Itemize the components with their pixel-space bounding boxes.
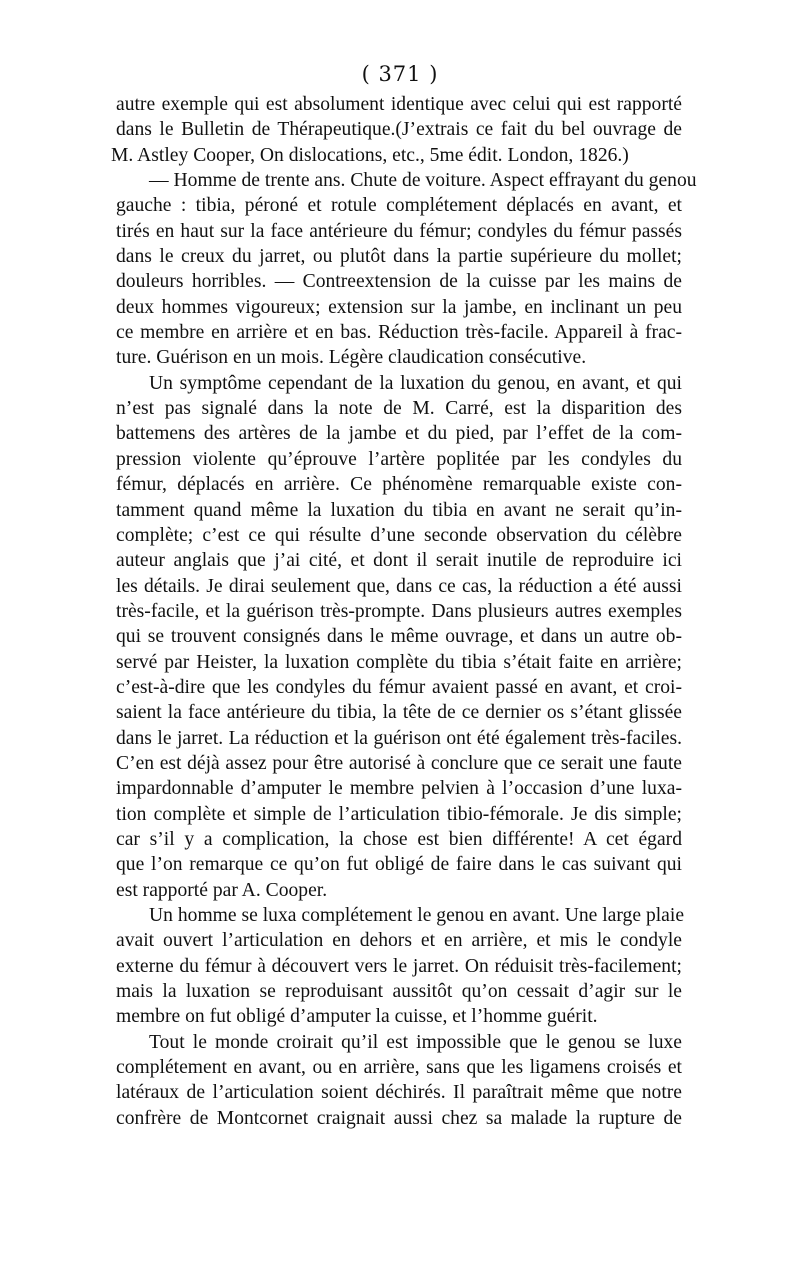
text-line: Tout le monde croirait qu’il est impossible que le genou se luxe bbox=[149, 1031, 682, 1053]
text-line: qui se trouvent consignés dans le même ouvrage, et dans un autre ob- bbox=[116, 626, 682, 648]
text-line: Un homme se luxa complétement le genou en avant. Une large plaie bbox=[149, 905, 685, 926]
text-line: ce membre en arrière et en bas. Réduction très-facile. Appareil à frac- bbox=[116, 322, 682, 344]
text-line: battemens des artères de la jambe et du pied, par l’effet de la com- bbox=[116, 423, 682, 445]
text-line: car s’il y a complication, la chose est bien différente! A cet égard bbox=[116, 828, 682, 850]
text-line: — Homme de trente ans. Chute de voiture. Aspect effrayant du genou bbox=[149, 170, 697, 192]
text-line: confrère de Montcornet craignait aussi chez sa malade la rupture de bbox=[116, 1107, 682, 1129]
text-line: est rapporté par A. Cooper. bbox=[116, 879, 328, 901]
text-line: fémur, déplacés en arrière. Ce phénomène remarquable existe con- bbox=[116, 474, 682, 496]
text-line: que l’on remarque ce qu’on fut obligé de faire dans le cas suivant qui bbox=[116, 854, 682, 876]
text-line: avait ouvert l’articulation en dehors et en arrière, et mis le condyle bbox=[116, 930, 682, 952]
text-line: gauche : tibia, péroné et rotule complétement déplacés en avant, et bbox=[116, 195, 682, 217]
text-line: dans le jarret. La réduction et la guérison ont été également très-faciles. bbox=[116, 727, 682, 749]
text-line: latéraux de l’articulation soient déchirés. Il paraîtrait même que notre bbox=[116, 1082, 682, 1104]
text-line: mais la luxation se reproduisant aussitôt qu’on cessait d’agir sur le bbox=[116, 981, 682, 1003]
text-line: tamment quand même la luxation du tibia en avant ne serait qu’in- bbox=[116, 499, 682, 521]
text-line: externe du fémur à découvert vers le jarret. On réduisit très-facilement; bbox=[116, 955, 682, 977]
text-line: M. Astley Cooper, On dislocations, etc., 5me édit. London, 1826.) bbox=[111, 144, 629, 166]
text-line: saient la face antérieure du tibia, la tête de ce dernier os s’étant glissée bbox=[116, 702, 682, 724]
text-line: les détails. Je dirai seulement que, dans ce cas, la réduction a été aussi bbox=[116, 575, 682, 597]
text-line: tion complète et simple de l’articulation tibio-fémorale. Je dis simple; bbox=[116, 803, 682, 825]
text-line: douleurs horribles. — Contreextension de la cuisse par les mains de bbox=[116, 271, 682, 293]
text-line: ture. Guérison en un mois. Légère claudication consécutive. bbox=[116, 347, 587, 369]
text-line: complétement en avant, ou en arrière, sans que les ligamens croisés et bbox=[116, 1057, 682, 1079]
text-line: c’est-à-dire que les condyles du fémur avaient passé en avant, et croi- bbox=[116, 676, 682, 698]
text-line: impardonnable d’amputer le membre pelvien à l’occasion d’une luxa- bbox=[116, 778, 682, 800]
text-line: dans le creux du jarret, ou plutôt dans la partie supérieure du mollet; bbox=[116, 246, 682, 268]
text-line: dans le Bulletin de Thérapeutique.(J’extrais ce fait du bel ouvrage de bbox=[116, 119, 682, 141]
text-line: complète; c’est ce qui résulte d’une seconde observation du célèbre bbox=[116, 524, 682, 546]
text-line: autre exemple qui est absolument identique avec celui qui est rapporté bbox=[116, 94, 682, 115]
text-line: C’en est déjà assez pour être autorisé à conclure que ce serait une faute bbox=[116, 752, 682, 774]
text-line: pression violente qu’éprouve l’artère poplitée par les condyles du bbox=[116, 448, 682, 470]
text-line: membre on fut obligé d’amputer la cuisse, et l’homme guérit. bbox=[116, 1006, 598, 1028]
text-line: n’est pas signalé dans la note de M. Carré, est la disparition des bbox=[116, 398, 682, 420]
text-line: Un symptôme cependant de la luxation du genou, en avant, et qui bbox=[149, 372, 682, 394]
text-line: très-facile, et la guérison très-prompte. Dans plusieurs autres exemples bbox=[116, 600, 682, 622]
page-number: ( 371 ) bbox=[361, 62, 439, 86]
text-line: tirés en haut sur la face antérieure du fémur; condyles du fémur passés bbox=[116, 220, 682, 242]
body-text bbox=[111, 92, 697, 1131]
text-line: deux hommes vigoureux; extension sur la jambe, en inclinant un peu bbox=[116, 296, 682, 318]
text-line: servé par Heister, la luxation complète du tibia s’était faite en arrière; bbox=[116, 651, 682, 673]
text-line: auteur anglais que j’ai cité, et dont il serait inutile de reproduire ici bbox=[116, 550, 682, 572]
